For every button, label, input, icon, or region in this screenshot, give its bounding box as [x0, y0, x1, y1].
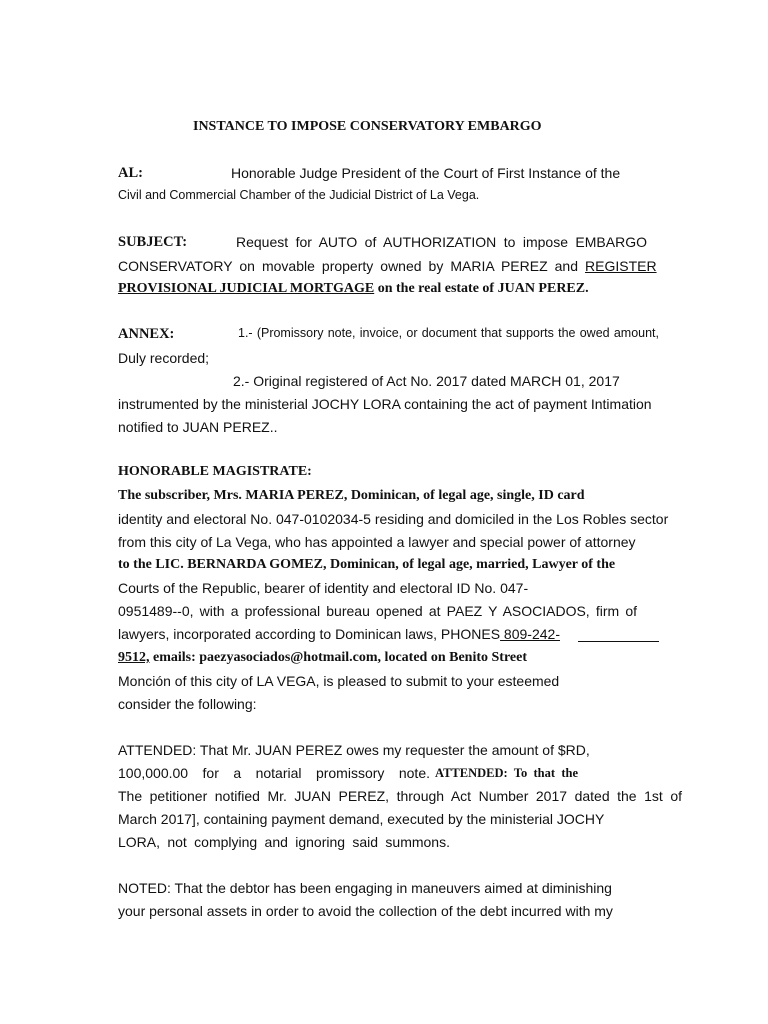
noted-line-1: NOTED: That the debtor has been engaging in maneuvers aimed at diminishing	[118, 880, 612, 896]
subject-line-3-rest: on the real estate of JUAN PEREZ.	[374, 281, 589, 296]
provisional-mortgage-text: PROVISIONAL JUDICIAL MORTGAGE	[118, 281, 375, 296]
magistrate-line-8	[118, 651, 527, 665]
annex-item-2-cont-2: notified to JUAN PEREZ..	[118, 419, 278, 435]
attended-line-4: March 2017], containing payment demand, executed by the ministerial JOCHY	[118, 811, 605, 827]
email-street-text: emails: paezyasociados@hotmail.com, located on Benito Street	[149, 650, 527, 665]
al-line-1: Honorable Judge President of the Court of First Instance of the	[231, 165, 621, 181]
attended-line-5: LORA, not complying and ignoring said summons.	[118, 834, 450, 850]
magistrate-line-9: Monción of this city of LA VEGA, is pleased to submit to your esteemed	[118, 673, 560, 689]
phones-number-part-2: 9512,	[118, 650, 150, 665]
magistrate-line-1: The subscriber, Mrs. MARIA PEREZ, Dominican, of legal age, single, ID card	[118, 488, 585, 503]
subject-line-2: CONSERVATORY on movable property owned by MARIA PEREZ and	[118, 258, 578, 274]
attended-line-3: The petitioner notified Mr. JUAN PEREZ, through Act Number 2017 dated the 1st of	[118, 788, 682, 804]
al-line-2: Civil and Commercial Chamber of the Judicial District of La Vega.	[118, 188, 480, 202]
annex-item-2: 2.- Original registered of Act No. 2017 dated MARCH 01, 2017	[233, 373, 620, 389]
annex-label: ANNEX:	[118, 326, 175, 342]
noted-line-2: your personal assets in order to avoid the collection of the debt incurred with my	[118, 903, 613, 919]
magistrate-line-5: Courts of the Republic, bearer of identity and electoral ID No. 047-	[118, 580, 529, 596]
phone-underline-rule	[578, 641, 659, 642]
attended-line-1: ATTENDED: That Mr. JUAN PEREZ owes my requester the amount of $RD,	[118, 742, 590, 758]
annex-item-1: 1.- (Promissory note, invoice, or document that supports the owed amount,	[238, 326, 659, 340]
magistrate-line-4: to the LIC. BERNARDA GOMEZ, Dominican, of legal age, married, Lawyer of the	[118, 557, 616, 572]
magistrate-line-10: consider the following:	[118, 696, 257, 712]
attended-line-2-bold: ATTENDED: To that the	[435, 766, 578, 780]
annex-item-2-cont-1: instrumented by the ministerial JOCHY LORA containing the act of payment Intimation	[118, 396, 652, 412]
phones-number-part-1: 809-242-	[500, 626, 560, 642]
al-label: AL:	[118, 165, 143, 181]
magistrate-heading: HONORABLE MAGISTRATE:	[118, 464, 312, 479]
annex-item-1-cont: Duly recorded;	[118, 350, 210, 366]
magistrate-line-7-text: lawyers, incorporated according to Dominican laws, PHONES	[118, 626, 501, 642]
magistrate-line-2: identity and electoral No. 047-0102034-5 residing and domiciled in the Los Robles sector	[118, 511, 669, 527]
subject-register: REGISTER	[585, 258, 657, 274]
document-title: INSTANCE TO IMPOSE CONSERVATORY EMBARGO	[193, 119, 542, 134]
attended-line-2: 100,000.00 for a notarial promissory note.	[118, 765, 430, 781]
subject-line-1: Request for AUTO of AUTHORIZATION to impose EMBARGO	[236, 234, 647, 250]
subject-line-3	[118, 282, 589, 296]
magistrate-line-6: 0951489--0, with a professional bureau opened at PAEZ Y ASOCIADOS, firm of	[118, 603, 637, 619]
subject-label: SUBJECT:	[118, 234, 188, 250]
magistrate-line-3: from this city of La Vega, who has appointed a lawyer and special power of attorney	[118, 534, 636, 550]
magistrate-line-7	[118, 627, 560, 641]
